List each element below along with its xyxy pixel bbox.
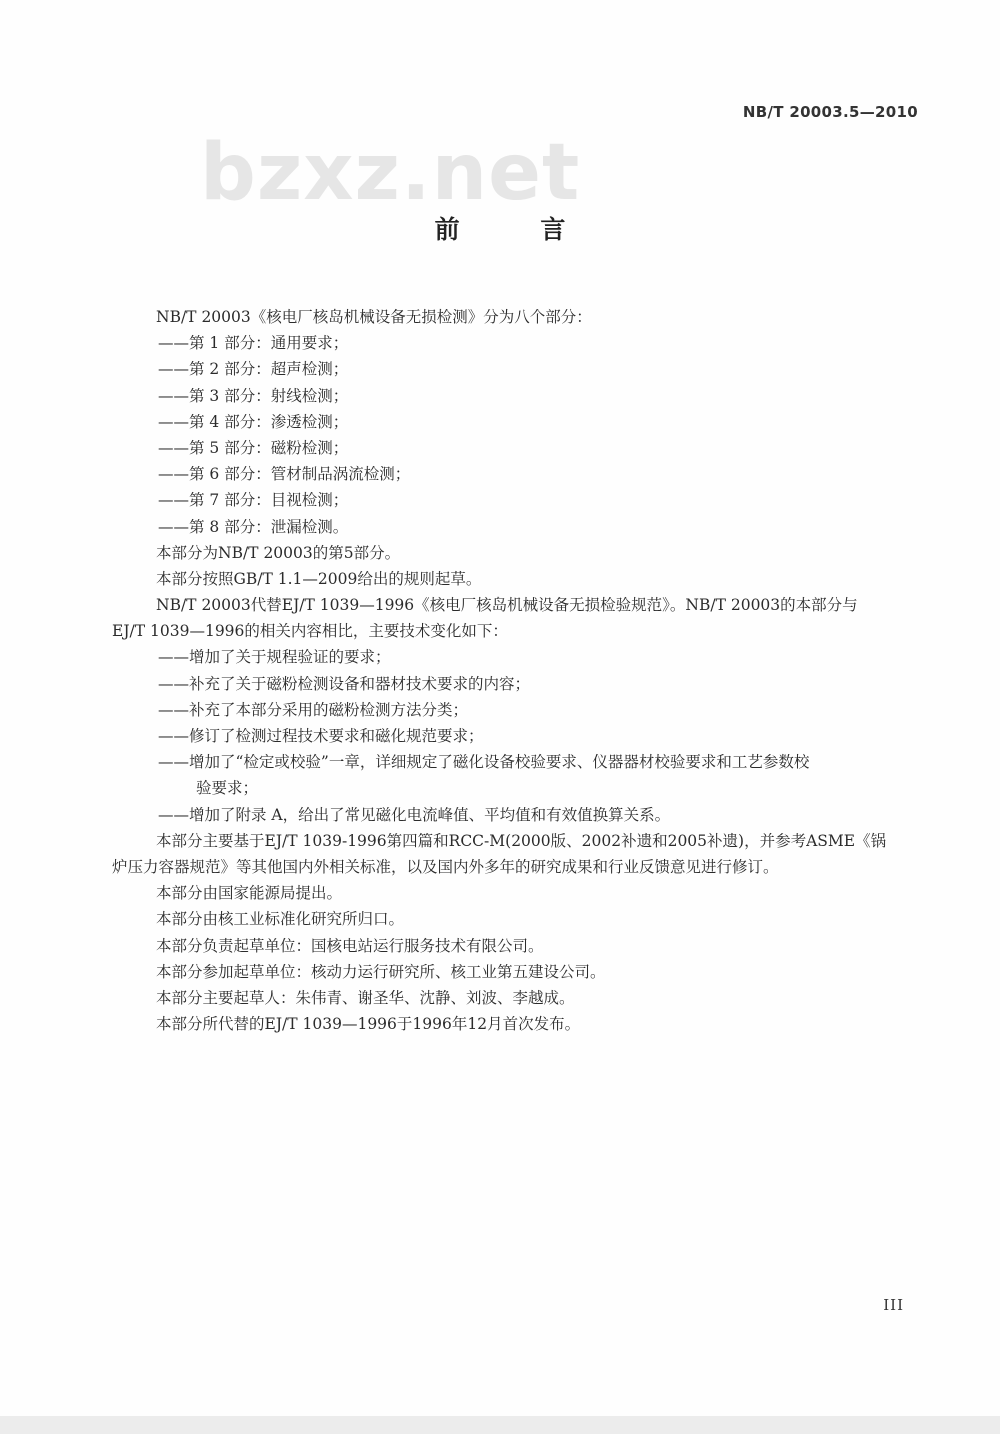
list-item: ——第 3 部分：射线检测； <box>158 386 349 405</box>
page-bottom-edge <box>0 1416 1000 1434</box>
list-item: ——第 8 部分：泄漏检测。 <box>158 517 349 536</box>
list-item: ——增加了“检定或校验”一章，详细规定了磁化设备校验要求、仪器器材校验要求和工艺参数校 <box>158 753 810 772</box>
page-title: 前 言 <box>434 215 602 244</box>
list-item: ——第 2 部分：超声检测； <box>158 360 349 379</box>
text-line: 本部分为NB/T 20003的第5部分。 <box>156 543 401 562</box>
text-line: 本部分主要起草人：朱伟青、谢圣华、沈静、刘波、李越成。 <box>156 988 575 1007</box>
text-line: 本部分由核工业标准化研究所归口。 <box>156 910 405 929</box>
list-item: ——第 7 部分：目视检测； <box>158 491 349 510</box>
list-item: ——增加了关于规程验证的要求； <box>158 648 391 667</box>
list-item: ——补充了本部分采用的磁粉检测方法分类； <box>158 700 469 719</box>
text-line: NB/T 20003代替EJ/T 1039—1996《核电厂核岛机械设备无损检验规范》。NB/T 20003的本部分与 <box>156 596 858 615</box>
list-item: ——第 6 部分：管材制品涡流检测； <box>158 465 411 484</box>
text-line: 本部分按照GB/T 1.1—2009给出的规则起草。 <box>156 569 482 588</box>
body-text <box>112 304 920 1037</box>
list-item: ——修订了检测过程技术要求和磁化规范要求； <box>158 727 484 745</box>
text-line: 本部分所代替的EJ/T 1039—1996于1996年12月首次发布。 <box>156 1015 581 1034</box>
page-number: III <box>883 1296 904 1314</box>
text-line: 本部分主要基于EJ/T 1039-1996第四篇和RCC-M(2000版、2002补遗和2005补遗)，并参考ASME《锅 <box>156 831 887 850</box>
list-item: ——增加了附录 A，给出了常见磁化电流峰值、平均值和有效值换算关系。 <box>158 805 671 824</box>
text-line: EJ/T 1039—1996的相关内容相比，主要技术变化如下： <box>112 622 508 641</box>
list-item: ——第 1 部分：通用要求； <box>158 334 349 353</box>
watermark: bzxz.net <box>200 128 581 218</box>
list-item: ——第 4 部分：渗透检测； <box>158 412 349 431</box>
text-line: 本部分由国家能源局提出。 <box>156 884 343 903</box>
document-code: NB/T 20003.5—2010 <box>742 103 918 121</box>
text-line: 验要求； <box>196 779 259 798</box>
text-line: NB/T 20003《核电厂核岛机械设备无损检测》分为八个部分： <box>156 308 592 326</box>
text-line: 本部分负责起草单位：国核电站运行服务技术有限公司。 <box>156 936 544 955</box>
text-line: 本部分参加起草单位：核动力运行研究所、核工业第五建设公司。 <box>156 962 606 981</box>
list-item: ——第 5 部分：磁粉检测； <box>158 438 349 457</box>
text-line: 炉压力容器规范》等其他国内外相关标准，以及国内外多年的研究成果和行业反馈意见进行修订。 <box>112 857 779 876</box>
list-item: ——补充了关于磁粉检测设备和器材技术要求的内容； <box>158 674 531 693</box>
